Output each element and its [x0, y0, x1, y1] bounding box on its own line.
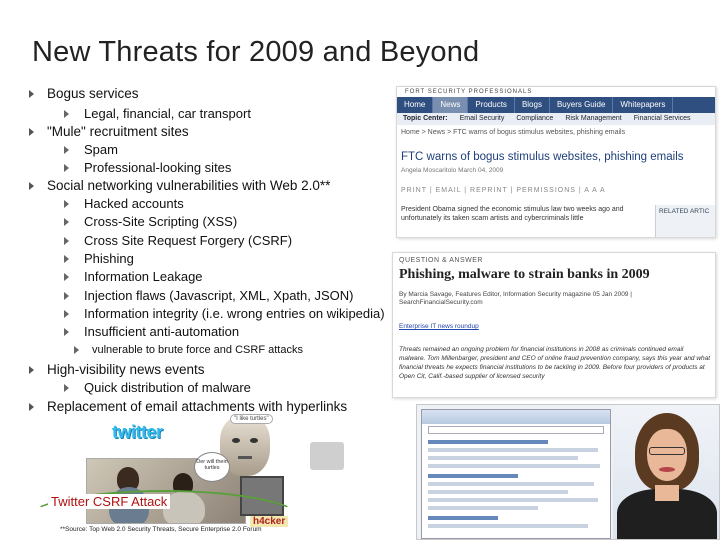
topic-compliance[interactable]: Compliance: [516, 115, 554, 122]
nav-blogs[interactable]: Blogs: [515, 97, 550, 113]
bullet-level-2: [84, 160, 231, 175]
bullet-level-3: [92, 344, 303, 356]
bullet-arrow-icon: [64, 255, 69, 263]
bullet-text: Information Leakage: [84, 269, 203, 284]
breadcrumb: Home > News > FTC warns of bogus stimulus websites, phishing emails: [401, 129, 626, 136]
content-line: [428, 482, 594, 486]
content-line: [428, 490, 568, 494]
news-byline: Angela Moscaritolo March 04, 2009: [401, 167, 504, 174]
portrait-lips: [659, 467, 675, 472]
bullet-level-2: [84, 251, 134, 266]
article-related-link[interactable]: Enterprise IT news roundup: [399, 323, 479, 330]
bullet-arrow-icon: [64, 237, 69, 245]
portrait-glasses: [649, 447, 685, 455]
bullet-arrow-icon: [29, 90, 34, 98]
slide-title: New Threats for 2009 and Beyond: [32, 36, 480, 68]
bullet-arrow-icon: [64, 292, 69, 300]
content-line: [428, 440, 548, 444]
bullet-text: Quick distribution of malware: [84, 380, 251, 395]
bullet-text: "Mule" recruitment sites: [47, 124, 189, 139]
bullet-text: Phishing: [84, 251, 134, 266]
bullet-text: Injection flaws (Javascript, XML, Xpath, JSON): [84, 288, 354, 303]
topic-subnav: [397, 113, 716, 125]
portrait-neck: [655, 485, 679, 501]
bullet-level-2: [84, 306, 385, 321]
bullet-arrow-icon: [64, 164, 69, 172]
article-screenshot: [392, 252, 716, 398]
mask-eye: [250, 438, 258, 443]
article-kicker: QUESTION & ANSWER: [399, 257, 483, 264]
bullet-arrow-icon: [64, 310, 69, 318]
bullet-text: Social networking vulnerabilities with Web 2.0**: [47, 178, 331, 193]
nav-buyers-guide[interactable]: Buyers Guide: [550, 97, 613, 113]
csrf-caption: Twitter CSRF Attack: [48, 494, 170, 509]
source-footnote: **Source: Top Web 2.0 Security Threats, Secure Enterprise 2.0 Forum: [60, 526, 262, 533]
article-byline: By Marcia Savage, Features Editor, Information Security magazine 05 Jan 2009 | SearchFinancialSecurity.com: [399, 291, 632, 306]
article-headline: Phishing, malware to strain banks in 2009: [399, 267, 650, 282]
bullet-text: vulnerable to brute force and CSRF attacks: [92, 344, 303, 356]
content-line: [428, 506, 538, 510]
bullet-arrow-icon: [74, 346, 79, 354]
mask-mouth: [238, 456, 252, 459]
bullet-level-2: [84, 269, 203, 284]
bullet-level-2: [84, 380, 251, 395]
bullet-level-2: [84, 142, 118, 157]
browser-window: [421, 409, 611, 539]
bullet-arrow-icon: [64, 328, 69, 336]
content-line: [428, 448, 598, 452]
bullet-arrow-icon: [29, 128, 34, 136]
bullet-arrow-icon: [64, 218, 69, 226]
browser-photo-screenshot: [416, 404, 720, 540]
article-tools[interactable]: PRINT | EMAIL | REPRINT | PERMISSIONS | A A A: [401, 187, 606, 194]
topic-financial-services[interactable]: Financial Services: [633, 115, 691, 122]
news-body: President Obama signed the economic stimulus law two weeks ago and unfortunately its taken scam artists and cybercriminals little: [401, 206, 624, 222]
content-line: [428, 474, 518, 478]
content-line: [428, 498, 598, 502]
bullet-arrow-icon: [64, 384, 69, 392]
topic-center-label: Topic Center:: [403, 115, 448, 122]
news-site-screenshot: [396, 86, 716, 238]
bullet-level-1: [47, 362, 205, 377]
related-articles: RELATED ARTIC: [655, 205, 716, 238]
address-bar[interactable]: [428, 426, 604, 434]
nav-whitepapers[interactable]: Whitepapers: [613, 97, 673, 113]
bullet-text: Information integrity (i.e. wrong entries on wikipedia): [84, 306, 385, 321]
content-line: [428, 464, 600, 468]
bullet-arrow-icon: [64, 200, 69, 208]
bullet-level-2: [84, 233, 292, 248]
speech-bubble-top: "I like turtles": [230, 414, 273, 424]
bullet-arrow-icon: [64, 146, 69, 154]
h4cker-badge: h4cker: [250, 516, 288, 527]
browser-chrome: [422, 410, 610, 424]
bullet-arrow-icon: [29, 403, 34, 411]
bullet-level-2: [84, 324, 239, 339]
bullet-level-2: [84, 214, 237, 229]
portrait-face: [647, 429, 687, 481]
bullet-arrow-icon: [29, 182, 34, 190]
mask-eye: [232, 438, 240, 443]
topic-email-security[interactable]: Email Security: [459, 115, 505, 122]
content-line: [428, 456, 578, 460]
twitter-logo: twitter: [112, 422, 163, 442]
news-headline: FTC warns of bogus stimulus websites, phishing emails: [401, 151, 684, 163]
bullet-text: Legal, financial, car transport: [84, 106, 251, 121]
bullet-text: Insufficient anti-automation: [84, 324, 240, 339]
bullet-level-2: [84, 106, 251, 121]
bullet-level-1: [47, 178, 330, 193]
bullet-text: Cross-Site Scripting (XSS): [84, 214, 238, 229]
bullet-level-2: [84, 196, 184, 211]
bullet-text: Bogus services: [47, 86, 139, 101]
portrait-photo: [613, 405, 720, 540]
bullet-level-1: [47, 86, 139, 101]
bullet-text: Hacked accounts: [84, 196, 184, 211]
content-line: [428, 524, 588, 528]
speech-bubble-side: Der will thein turtles: [194, 452, 230, 482]
article-body: Threats remained an ongoing problem for financial institutions in 2008 as criminals continued email malware. Tom Millenbarger, president and CEO of online fraud prevention company, says this year and what financial threats he expects financial institutions to be tackling in 2009. Before four providers of products at Open Cit, Calif.-based supplier of licensed security: [399, 346, 711, 380]
nav-news[interactable]: News: [433, 97, 468, 113]
bullet-level-2: [84, 288, 353, 303]
nav-products[interactable]: Products: [468, 97, 515, 113]
topic-risk-management[interactable]: Risk Management: [565, 115, 622, 122]
bullet-text: Replacement of email attachments with hyperlinks: [47, 399, 348, 414]
bullet-arrow-icon: [64, 273, 69, 281]
content-line: [428, 516, 498, 520]
bullet-text: Cross Site Request Forgery (CSRF): [84, 233, 293, 248]
twitter-csrf-illustration: [44, 412, 384, 540]
site-brand: FORT SECURITY PROFESSIONALS: [405, 89, 533, 95]
nav-home[interactable]: Home: [397, 97, 433, 113]
bullet-text: Spam: [84, 142, 118, 157]
bullet-text: High-visibility news events: [47, 362, 205, 377]
bullet-level-1: [47, 124, 189, 139]
site-nav: [397, 97, 716, 113]
bullet-text: Professional-looking sites: [84, 160, 232, 175]
device-image: [310, 442, 344, 470]
bullet-arrow-icon: [29, 366, 34, 374]
bullet-arrow-icon: [64, 110, 69, 118]
